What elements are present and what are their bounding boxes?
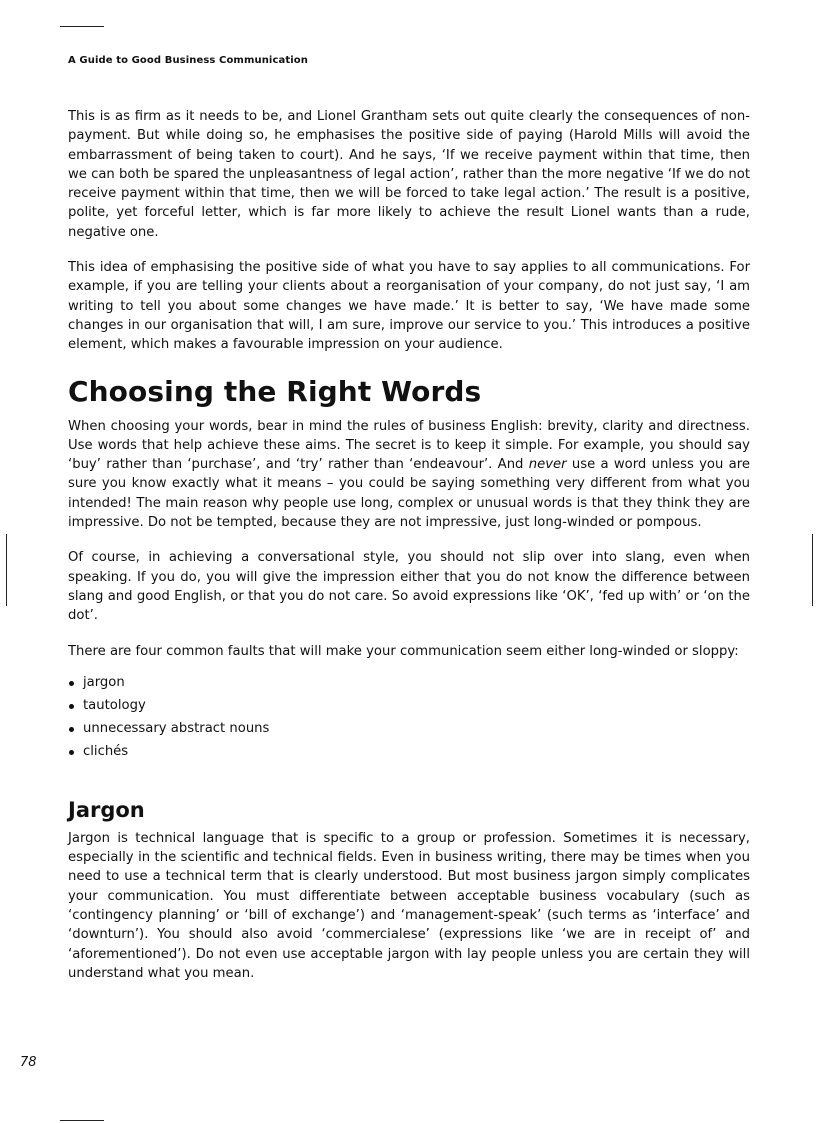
list-item: clichés	[68, 740, 750, 763]
intro-paragraph-2: This idea of emphasising the positive side of what you have to say applies to all communications. For example, if you are telling your clients about a reorganisation of your company, do not just say, ‘I am writing to tell you about some changes we have made.’ It is better to say, ‘We have made some changes in our organisation that will, I am sure, improve our service to you.’ This introduces a positive element, which makes a favourable impression on your audience.	[68, 260, 750, 353]
crop-mark-top	[60, 26, 104, 27]
section-paragraph-1-start: When choosing your words, bear in mind the rules of business English: brevity, clarity and directness. Use words that help achieve these aims. The secret is to keep it simple. For example, you should say ‘buy’ rather than ‘purchase’, and ‘try’ rather than ‘endeavour’. And	[68, 418, 750, 473]
crop-mark-right	[812, 534, 813, 606]
section-paragraph-1	[68, 417, 750, 533]
subsection-paragraph-1: Jargon is technical language that is specific to a group or profession. Sometimes it is necessary, especially in the scientific and technical fields. Even in business writing, there may be times when you need to use a technical term that is clearly understood. But most business jargon simply complicates your communication. You must differentiate between acceptable business vocabulary (such as ‘contingency planning’ or ‘bill of exchange’) and ‘management-speak’ (such terms as ‘interface’ and ‘downturn’). You should also avoid ‘commercialese’ (expressions like ‘we are in receipt of’ and ‘aforementioned’). Do not even use acceptable jargon with lay people unless you are certain they will understand what you mean.	[68, 830, 750, 981]
list-item: jargon	[68, 671, 750, 694]
list-item: tautology	[68, 694, 750, 717]
faults-list	[68, 671, 750, 763]
crop-mark-left	[6, 534, 7, 606]
section-paragraph-3: There are four common faults that will make your communication seem either long-winded or sloppy:	[68, 643, 739, 659]
subsection-heading: Jargon	[68, 797, 145, 822]
section-paragraph-1-end: use a word unless you are sure you know exactly what it means – you could be saying something very different from what you intended! The main reason why people use long, complex or unusual words is that they think they are impressive. Do not be tempted, because they are not impressive, just long-winded or pompous.	[68, 457, 750, 531]
section-heading: Choosing the Right Words	[68, 374, 482, 408]
page-body	[68, 107, 750, 983]
running-header: A Guide to Good Business Communication	[68, 55, 308, 66]
section-paragraph-2: Of course, in achieving a conversational style, you should not slip over into slang, even when speaking. If you do, you will give the impression either that you do not know the difference between slang and good English, or that you do not care. So avoid expressions like ‘OK’, ‘fed up with’ or ‘on the dot’.	[68, 550, 750, 624]
intro-paragraph-1: This is as firm as it needs to be, and Lionel Grantham sets out quite clearly the consequences of non-payment. But while doing so, he emphasises the positive side of paying (Harold Mills will avoid the embarrassment of being taken to court). And he says, ‘If we receive payment within that time, then we can both be spared the unpleasantness of legal action’, rather than the more negative ‘If we do not receive payment within that time, then we will be forced to take legal action.’ The result is a positive, polite, yet forceful letter, which is far more likely to achieve the result Lionel wants than a rude, negative one.	[68, 109, 750, 240]
emphasis-word: never	[528, 457, 567, 473]
list-item: unnecessary abstract nouns	[68, 717, 750, 740]
page-number: 78	[20, 1055, 37, 1070]
crop-mark-bottom	[60, 1120, 104, 1121]
